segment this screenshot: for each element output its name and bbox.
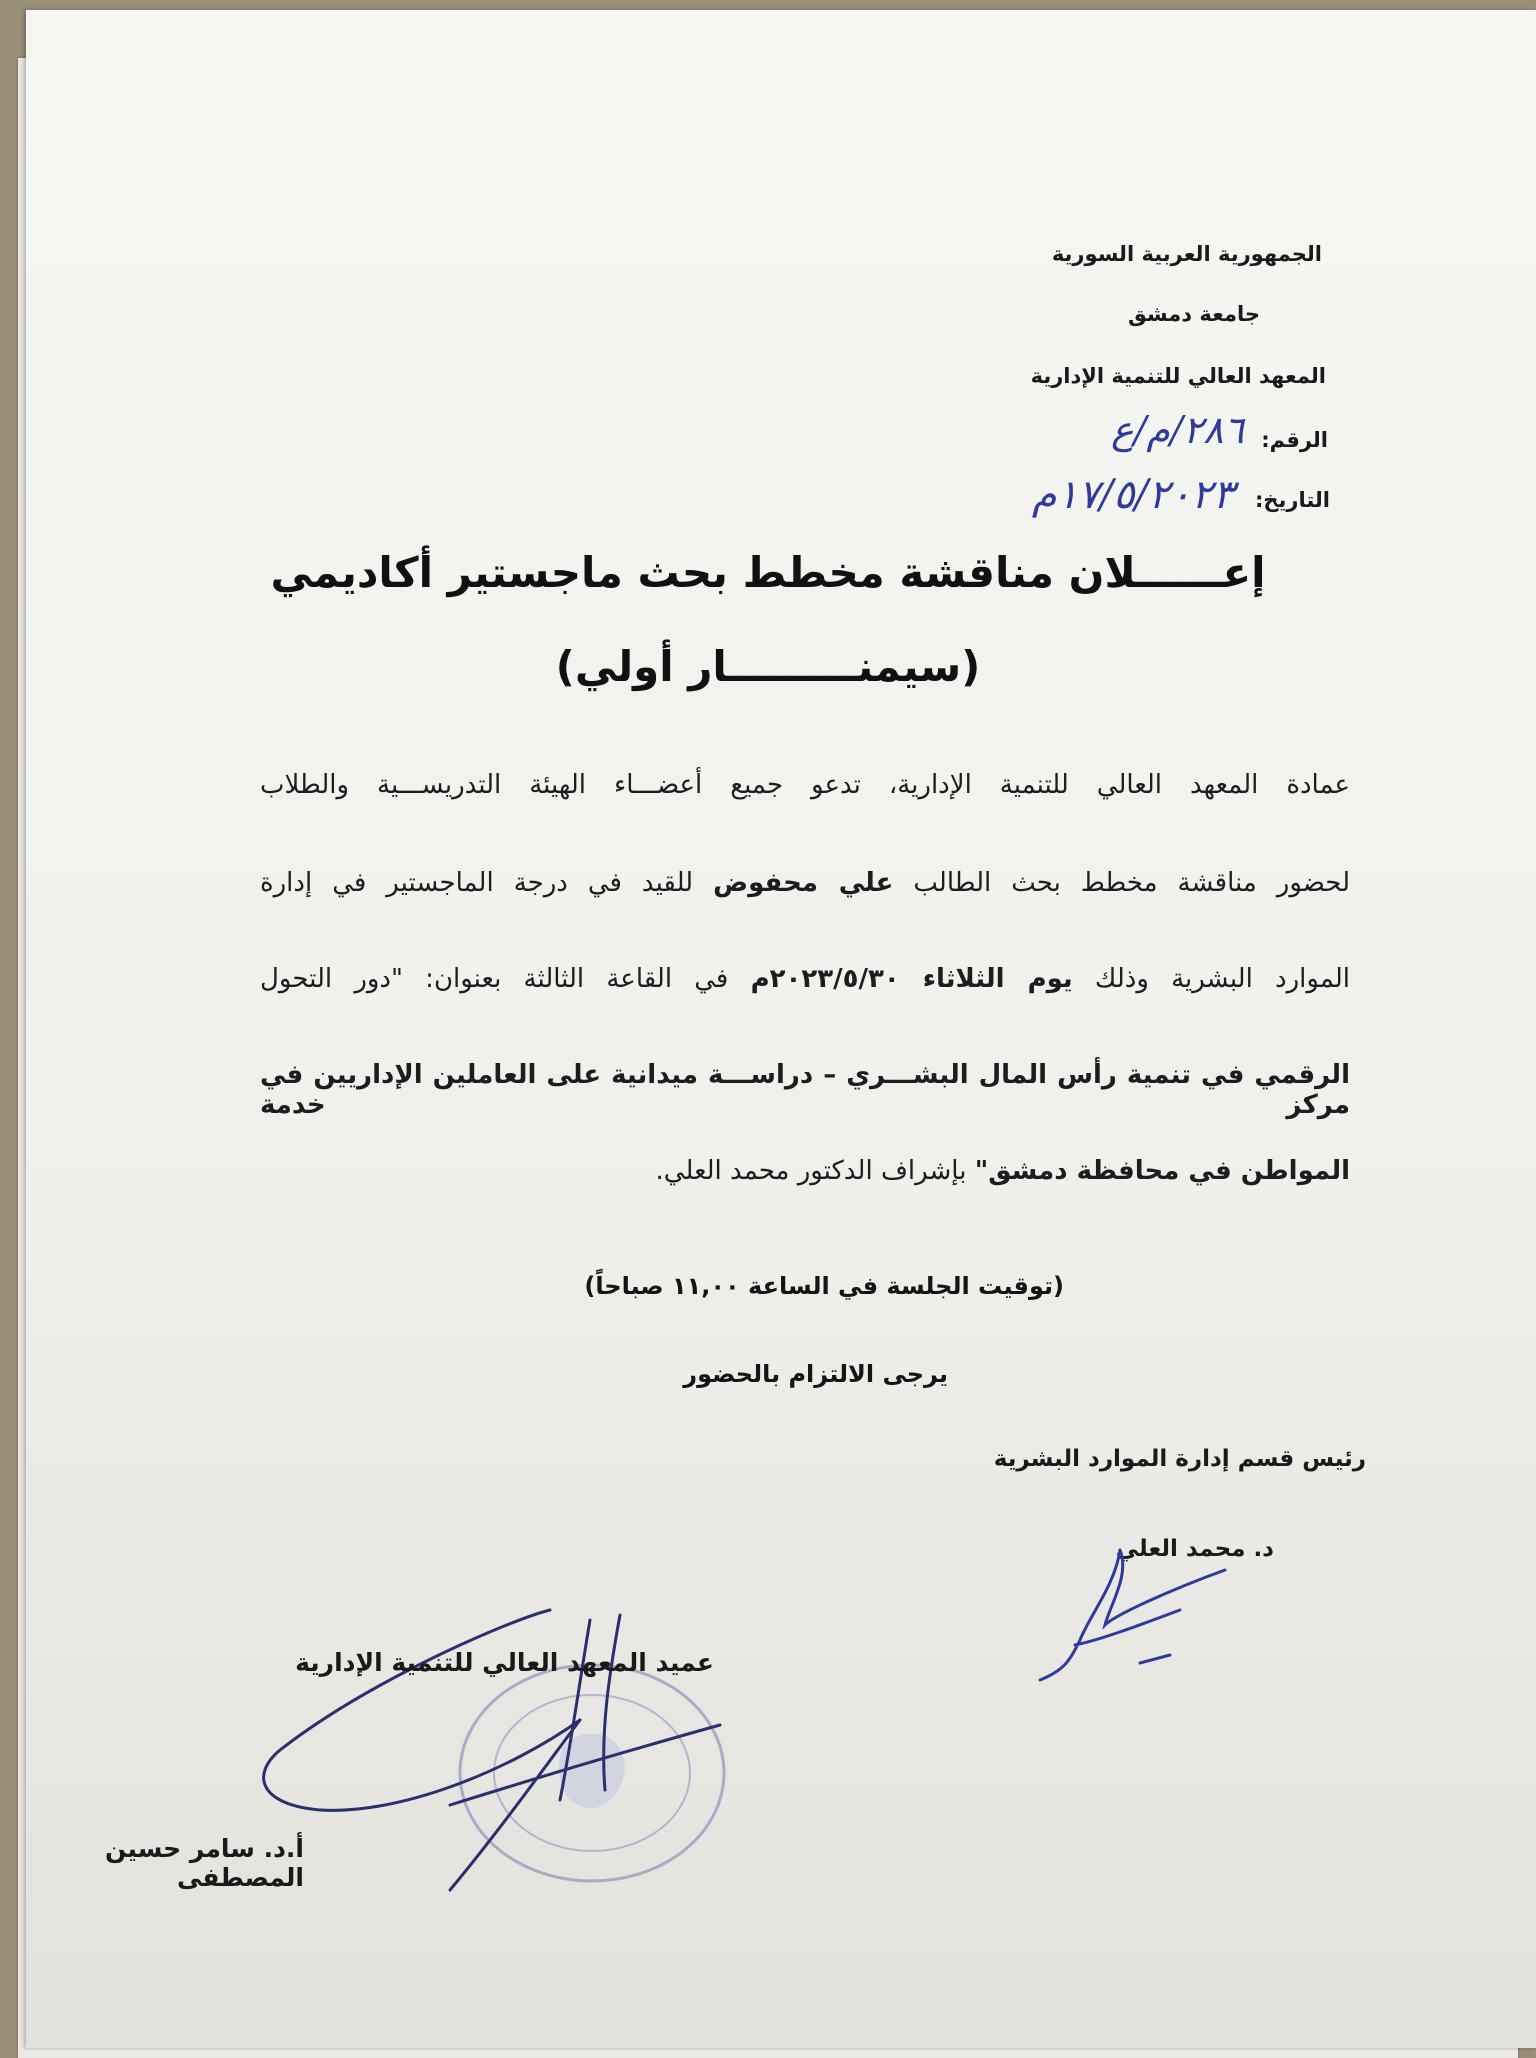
body-line-1-text: عمادة المعهد العالي للتنمية الإدارية، تدعو جميع أعضـــاء الهيئة التدريســـية والطلاب [260, 770, 1350, 800]
session-time: (توقيت الجلسة في الساعة ١١,٠٠ صباحاً) [584, 1272, 1064, 1300]
body-line-3-a: الموارد البشرية وذلك [1094, 964, 1350, 994]
body-line-1 [260, 770, 1350, 800]
dean-signature [250, 1600, 730, 1900]
date-handwritten-value: ١٧/٥/٢٠٢٣م [1031, 472, 1234, 518]
number-handwritten-value: ٢٨٦/م/ع [1110, 408, 1244, 452]
defense-day-date: يوم الثلاثاء ٢٠٢٣/٥/٣٠م [750, 964, 1073, 994]
dean-name: أ.د. سامر حسين المصطفى [105, 1834, 304, 1892]
number-label: الرقم: [1261, 428, 1328, 452]
dean-title: عميد المعهد العالي للتنمية الإدارية [295, 1648, 714, 1677]
header-institute: المعهد العالي للتنمية الإدارية [1030, 364, 1326, 388]
body-line-5 [260, 1156, 1350, 1186]
body-line-4 [260, 1060, 1350, 1120]
body-line-3-b: في القاعة الثالثة بعنوان: "دور التحول [260, 964, 729, 994]
body-line-2 [260, 868, 1350, 898]
announcement-subtitle: (سيمنـــــــــار أولي) [555, 642, 981, 691]
header-country: الجمهورية العربية السورية [1051, 242, 1322, 266]
dept-head-name: د. محمد العلي [1115, 1536, 1274, 1562]
supervisor-text: بإشراف الدكتور محمد العلي. [655, 1156, 967, 1186]
body-line-2-a: لحضور مناقشة مخطط بحث الطالب [913, 868, 1351, 898]
attendance-note: يرجى الالتزام بالحضور [683, 1360, 948, 1388]
thesis-title-end: المواطن في محافظة دمشق" [974, 1156, 1350, 1186]
body-line-2-b: للقيد في درجة الماجستير في إدارة [260, 868, 694, 898]
dept-head-signature [1020, 1545, 1240, 1695]
header-university: جامعة دمشق [1128, 302, 1260, 326]
body-line-3 [260, 964, 1350, 994]
date-label: التاريخ: [1254, 488, 1330, 512]
dept-head-title: رئيس قسم إدارة الموارد البشرية [993, 1446, 1366, 1472]
thesis-title-cont: الرقمي في تنمية رأس المال البشـــري – دراســـة ميدانية على العاملين الإداريين في مركز خدمة [260, 1060, 1350, 1120]
announcement-title: إعــــــلان مناقشة مخطط بحث ماجستير أكاديمي [270, 548, 1266, 597]
student-name: علي محفوض [713, 868, 894, 898]
